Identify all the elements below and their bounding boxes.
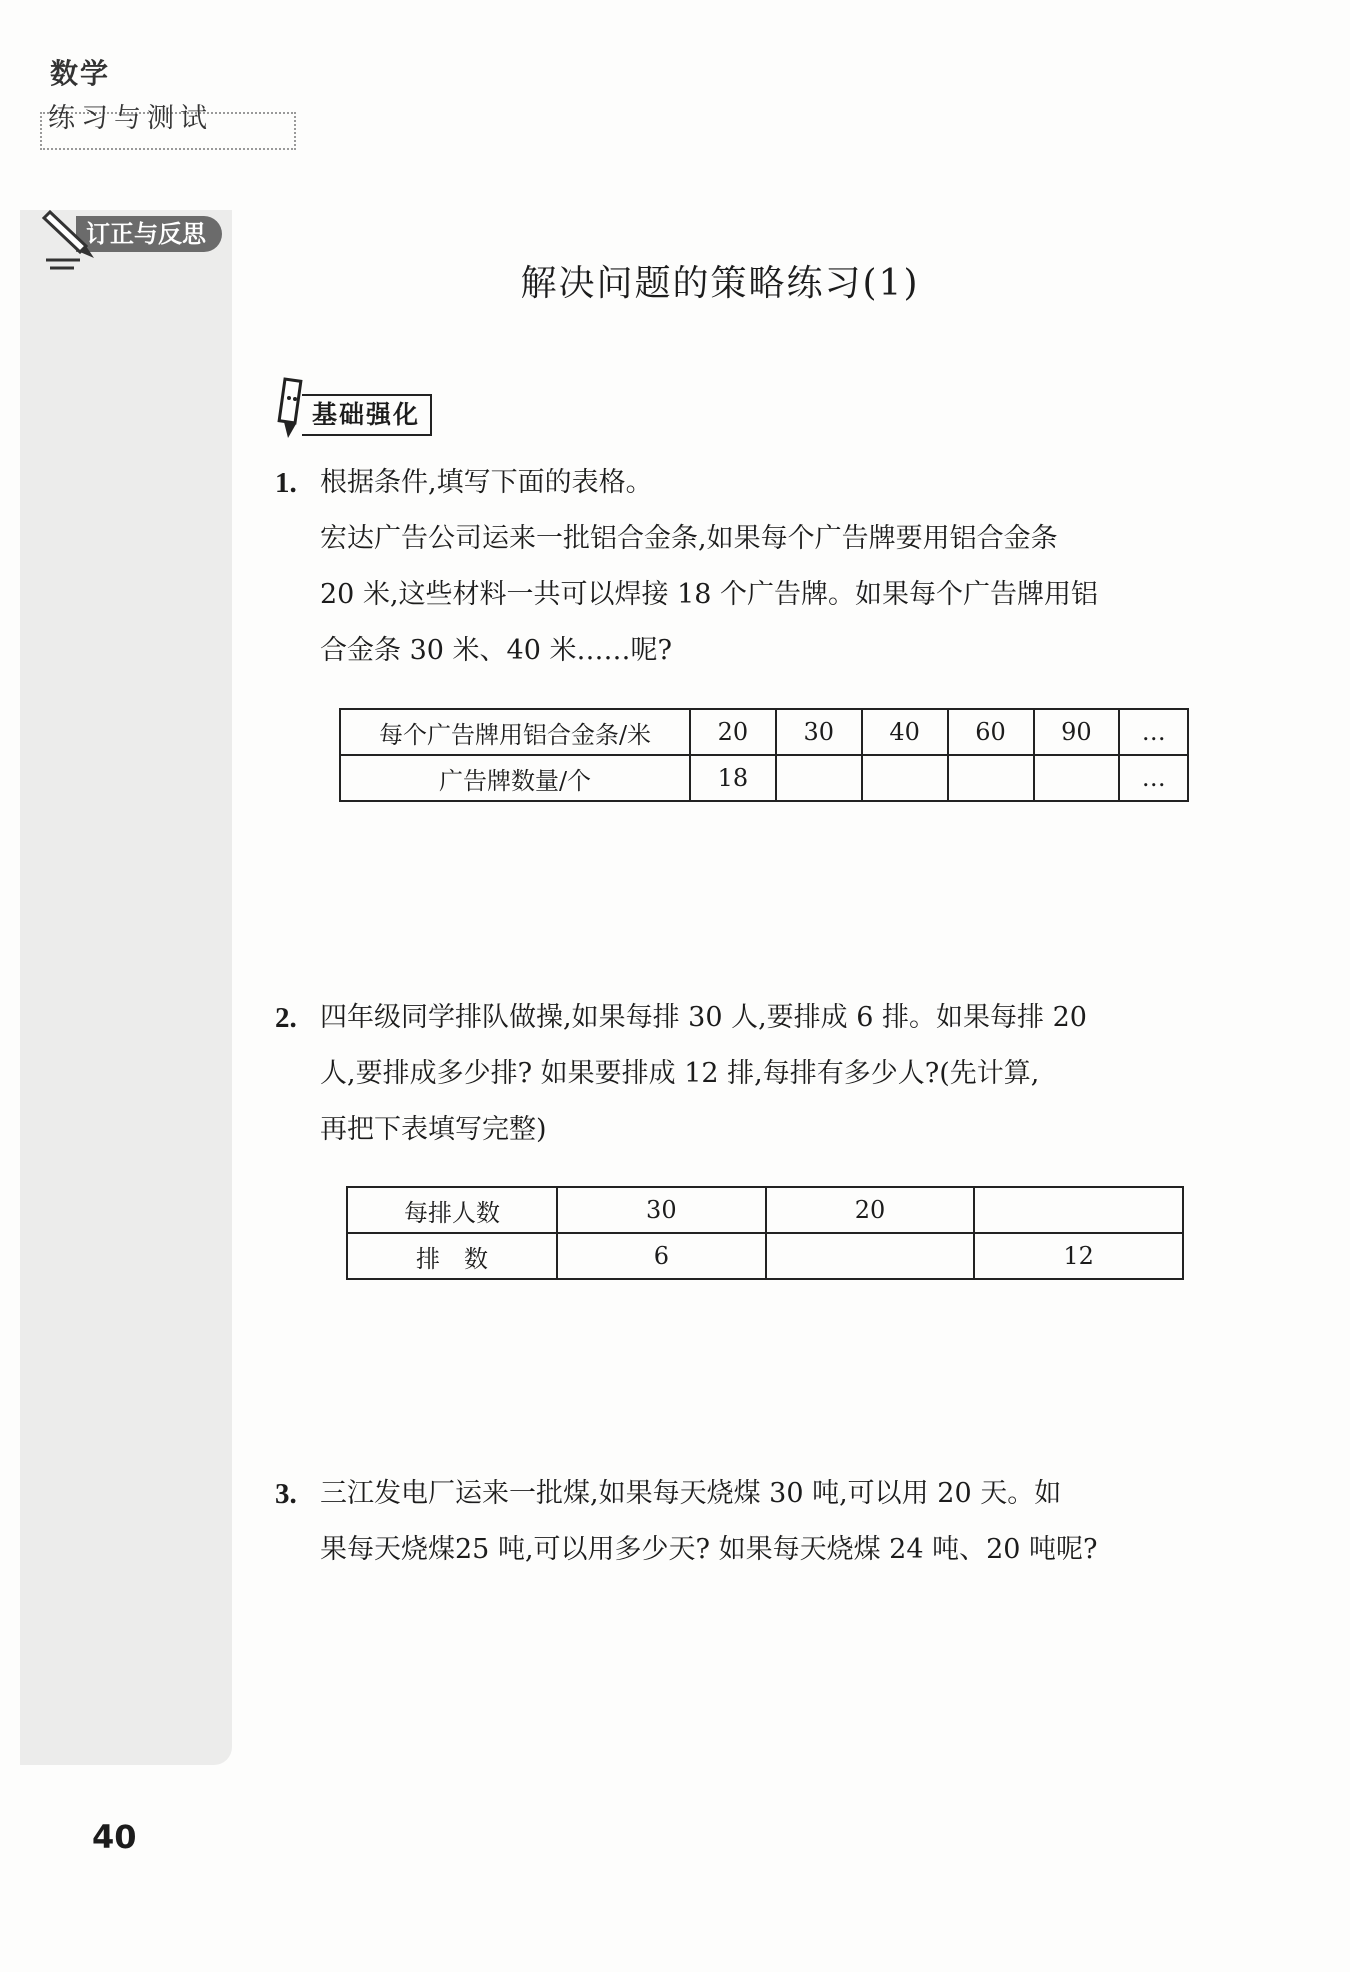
table-cell: 每排人数 (347, 1187, 557, 1233)
pen-icon (40, 204, 106, 274)
answer-cell[interactable] (766, 1233, 975, 1279)
question-text: 再把下表填写完整) (320, 1114, 547, 1145)
table-cell: 90 (1034, 709, 1120, 755)
table-cell: … (1119, 755, 1188, 801)
table-cell: 排 数 (347, 1233, 557, 1279)
question-2 (275, 990, 1225, 1158)
table-signboards (339, 708, 1189, 802)
subject-label: 数学 (50, 57, 111, 90)
question-text: 果每天烧煤25 吨,可以用多少天? 如果每天烧煤 24 吨、20 吨呢? (320, 1534, 1098, 1565)
table-cell: 12 (974, 1233, 1183, 1279)
answer-cell[interactable] (1034, 755, 1120, 801)
question-text: 四年级同学排队做操,如果每排 30 人,要排成 6 排。如果每排 20 (320, 1002, 1087, 1033)
question-text: 三江发电厂运来一批煤,如果每天烧煤 30 吨,可以用 20 天。如 (320, 1478, 1062, 1509)
table-cell: 40 (862, 709, 948, 755)
answer-cell[interactable] (974, 1187, 1183, 1233)
table-cell: 30 (776, 709, 862, 755)
table-cell: 20 (766, 1187, 975, 1233)
question-1 (275, 455, 1225, 679)
correction-sidebar (20, 210, 232, 1765)
table-row (340, 755, 1188, 801)
book-title: 练习与测试 (48, 103, 213, 134)
section-badge: 基础强化 (302, 394, 432, 436)
table-row (347, 1233, 1183, 1279)
table-cell: 6 (557, 1233, 766, 1279)
page-title: 解决问题的策略练习(1) (520, 263, 920, 304)
answer-cell[interactable] (948, 755, 1034, 801)
sidebar-label: 订正与反思 (76, 216, 222, 252)
table-cell: 每个广告牌用铝合金条/米 (340, 709, 690, 755)
table-cell: 30 (557, 1187, 766, 1233)
answer-cell[interactable] (776, 755, 862, 801)
page-number: 40 (92, 1818, 137, 1856)
question-text: 根据条件,填写下面的表格。 (320, 467, 653, 498)
question-text: 合金条 30 米、40 米……呢? (320, 635, 672, 666)
table-row (347, 1187, 1183, 1233)
answer-cell[interactable] (862, 755, 948, 801)
table-cell: 广告牌数量/个 (340, 755, 690, 801)
question-text: 宏达广告公司运来一批铝合金条,如果每个广告牌要用铝合金条 (320, 523, 1058, 554)
question-text: 20 米,这些材料一共可以焊接 18 个广告牌。如果每个广告牌用铝 (320, 579, 1099, 610)
question-number: 1. (275, 467, 297, 499)
table-cell: 18 (690, 755, 776, 801)
question-number: 3. (275, 1478, 297, 1510)
question-3 (275, 1466, 1225, 1578)
question-text: 人,要排成多少排? 如果要排成 12 排,每排有多少人?(先计算, (320, 1058, 1040, 1089)
table-rows-people (346, 1186, 1184, 1280)
question-number: 2. (275, 1002, 297, 1034)
table-row (340, 709, 1188, 755)
table-cell: 60 (948, 709, 1034, 755)
table-cell: 20 (690, 709, 776, 755)
table-cell: … (1119, 709, 1188, 755)
